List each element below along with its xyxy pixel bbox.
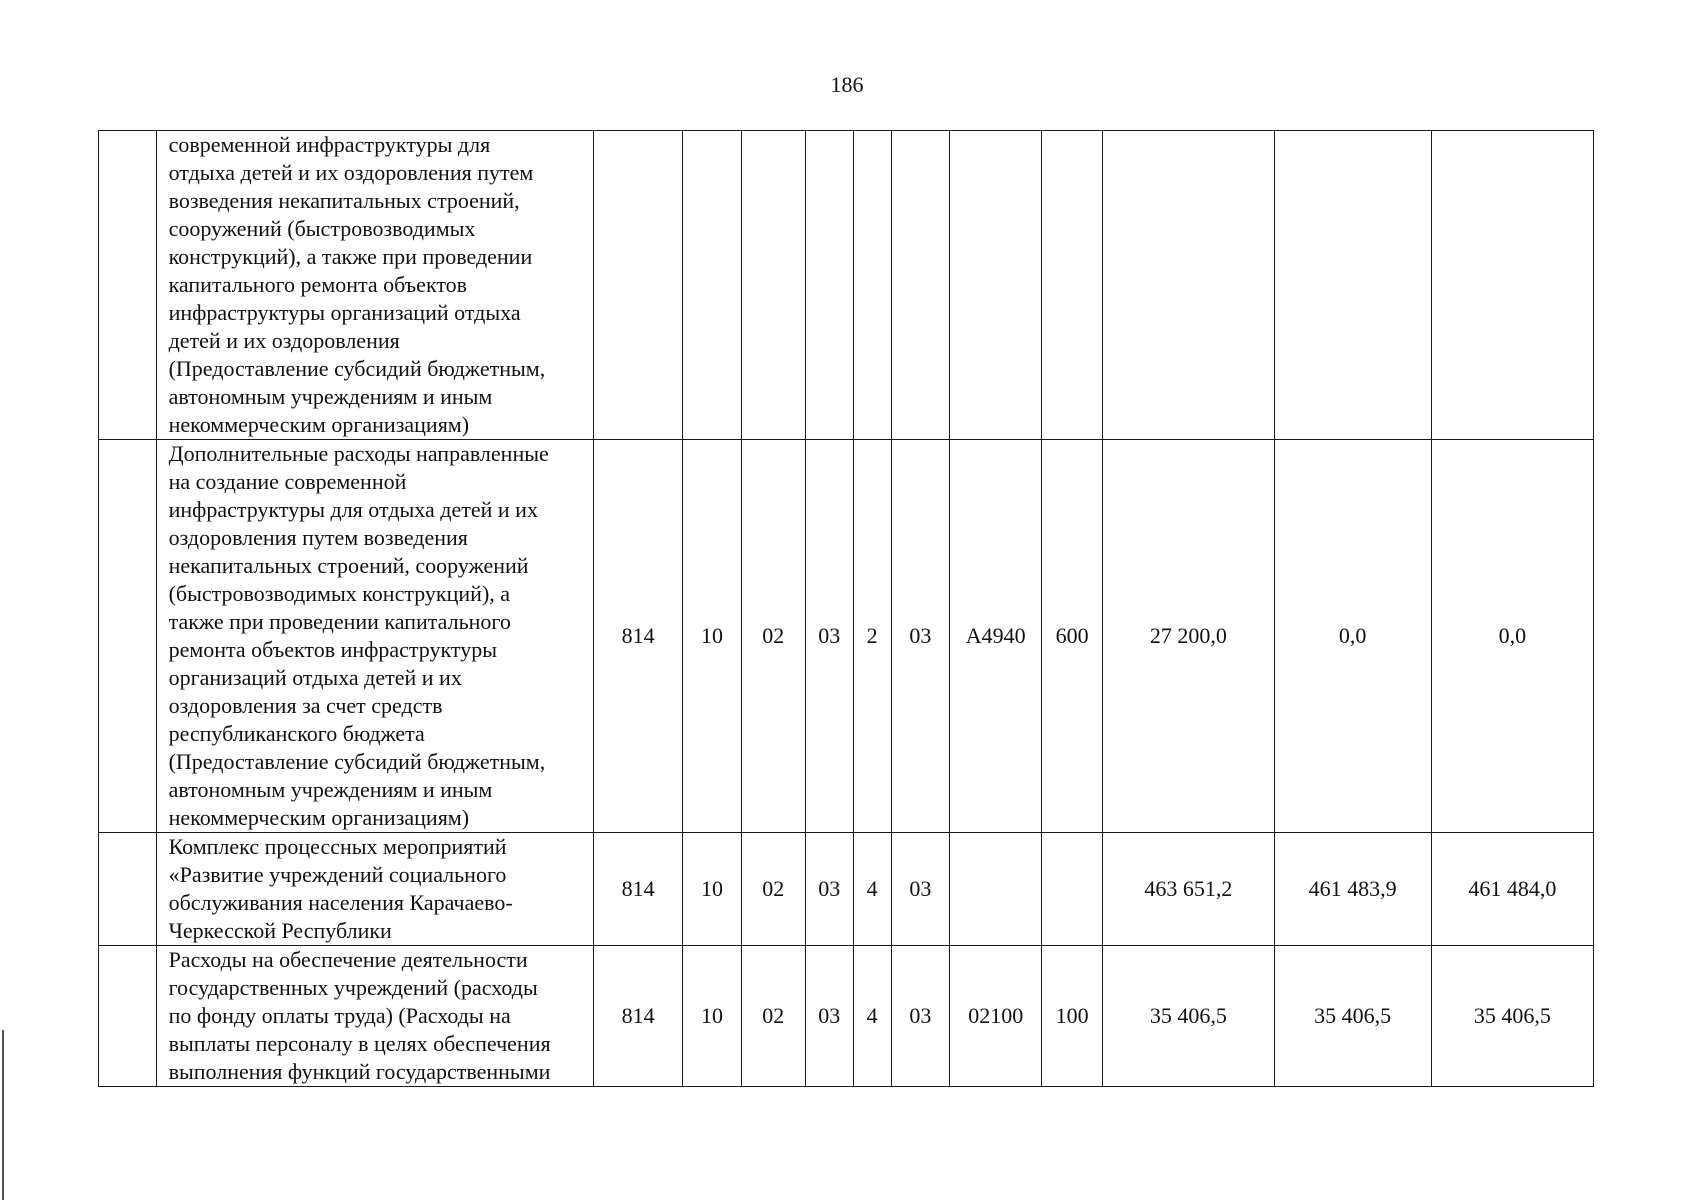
table-row [99,440,1594,833]
code-cell [1042,131,1103,440]
code-cell: 100 [1042,946,1103,1087]
code-cell [1431,131,1593,440]
code-cell: 10 [683,440,742,833]
budget-table [98,130,1594,1087]
code-cell: 03 [891,833,950,946]
code-cell: 4 [853,946,891,1087]
code-cell: 35 406,5 [1274,946,1431,1087]
code-cell: 02 [741,946,805,1087]
code-cell: 03 [891,946,950,1087]
code-cell [805,131,853,440]
code-cell: 10 [683,946,742,1087]
code-cell: 0,0 [1431,440,1593,833]
code-cell: 35 406,5 [1102,946,1274,1087]
code-cell: 461 484,0 [1431,833,1593,946]
code-cell: 03 [805,946,853,1087]
code-cell: 02 [741,833,805,946]
description-cell: Комплекс процессных мероприятий «Развитие учреждений социального обслуживания населения Карачаево- Черкесской Республики [156,833,594,946]
table-row [99,946,1594,1087]
row-index-cell [99,440,157,833]
table-row [99,131,1594,440]
code-cell: А4940 [950,440,1042,833]
code-cell: 27 200,0 [1102,440,1274,833]
code-cell: 35 406,5 [1431,946,1593,1087]
code-cell: 03 [805,833,853,946]
code-cell: 10 [683,833,742,946]
code-cell [950,833,1042,946]
code-cell: 03 [805,440,853,833]
code-cell [594,131,683,440]
description-cell: современной инфраструктуры для отдыха детей и их оздоровления путем возведения некапитальных строений, сооружений (быстровозводимых конструкций), а также при проведении капитального ремонта объектов инфраструктуры организаций отдыха детей и их оздоровления (Предоставление субсидий бюджетным, автономным учреждениям и иным некоммерческим организациям) [156,131,594,440]
code-cell [1274,131,1431,440]
code-cell: 4 [853,833,891,946]
code-cell: 814 [594,833,683,946]
code-cell [1042,833,1103,946]
description-cell: Дополнительные расходы направленные на создание современной инфраструктуры для отдыха детей и их оздоровления путем возведения некапитальных строений, сооружений (быстровозводимых конструкций), а также при проведении капитального ремонта объектов инфраструктуры организаций отдыха детей и их оздоровления за счет средств республиканского бюджета (Предоставление субсидий бюджетным, автономным учреждениям и иным некоммерческим организациям) [156,440,594,833]
code-cell [683,131,742,440]
code-cell: 600 [1042,440,1103,833]
scan-edge [2,1030,4,1200]
code-cell: 03 [891,440,950,833]
code-cell: 0,0 [1274,440,1431,833]
code-cell [950,131,1042,440]
code-cell: 461 483,9 [1274,833,1431,946]
code-cell [1102,131,1274,440]
page-number: 186 [830,72,864,97]
code-cell: 463 651,2 [1102,833,1274,946]
code-cell: 02 [741,440,805,833]
row-index-cell [99,833,157,946]
code-cell [891,131,950,440]
code-cell [741,131,805,440]
code-cell: 02100 [950,946,1042,1087]
row-index-cell [99,946,157,1087]
code-cell: 814 [594,946,683,1087]
code-cell [853,131,891,440]
code-cell: 814 [594,440,683,833]
code-cell: 2 [853,440,891,833]
table-row [99,833,1594,946]
description-cell: Расходы на обеспечение деятельности государственных учреждений (расходы по фонду оплаты труда) (Расходы на выплаты персоналу в целях обеспечения выполнения функций государственными [156,946,594,1087]
row-index-cell [99,131,157,440]
